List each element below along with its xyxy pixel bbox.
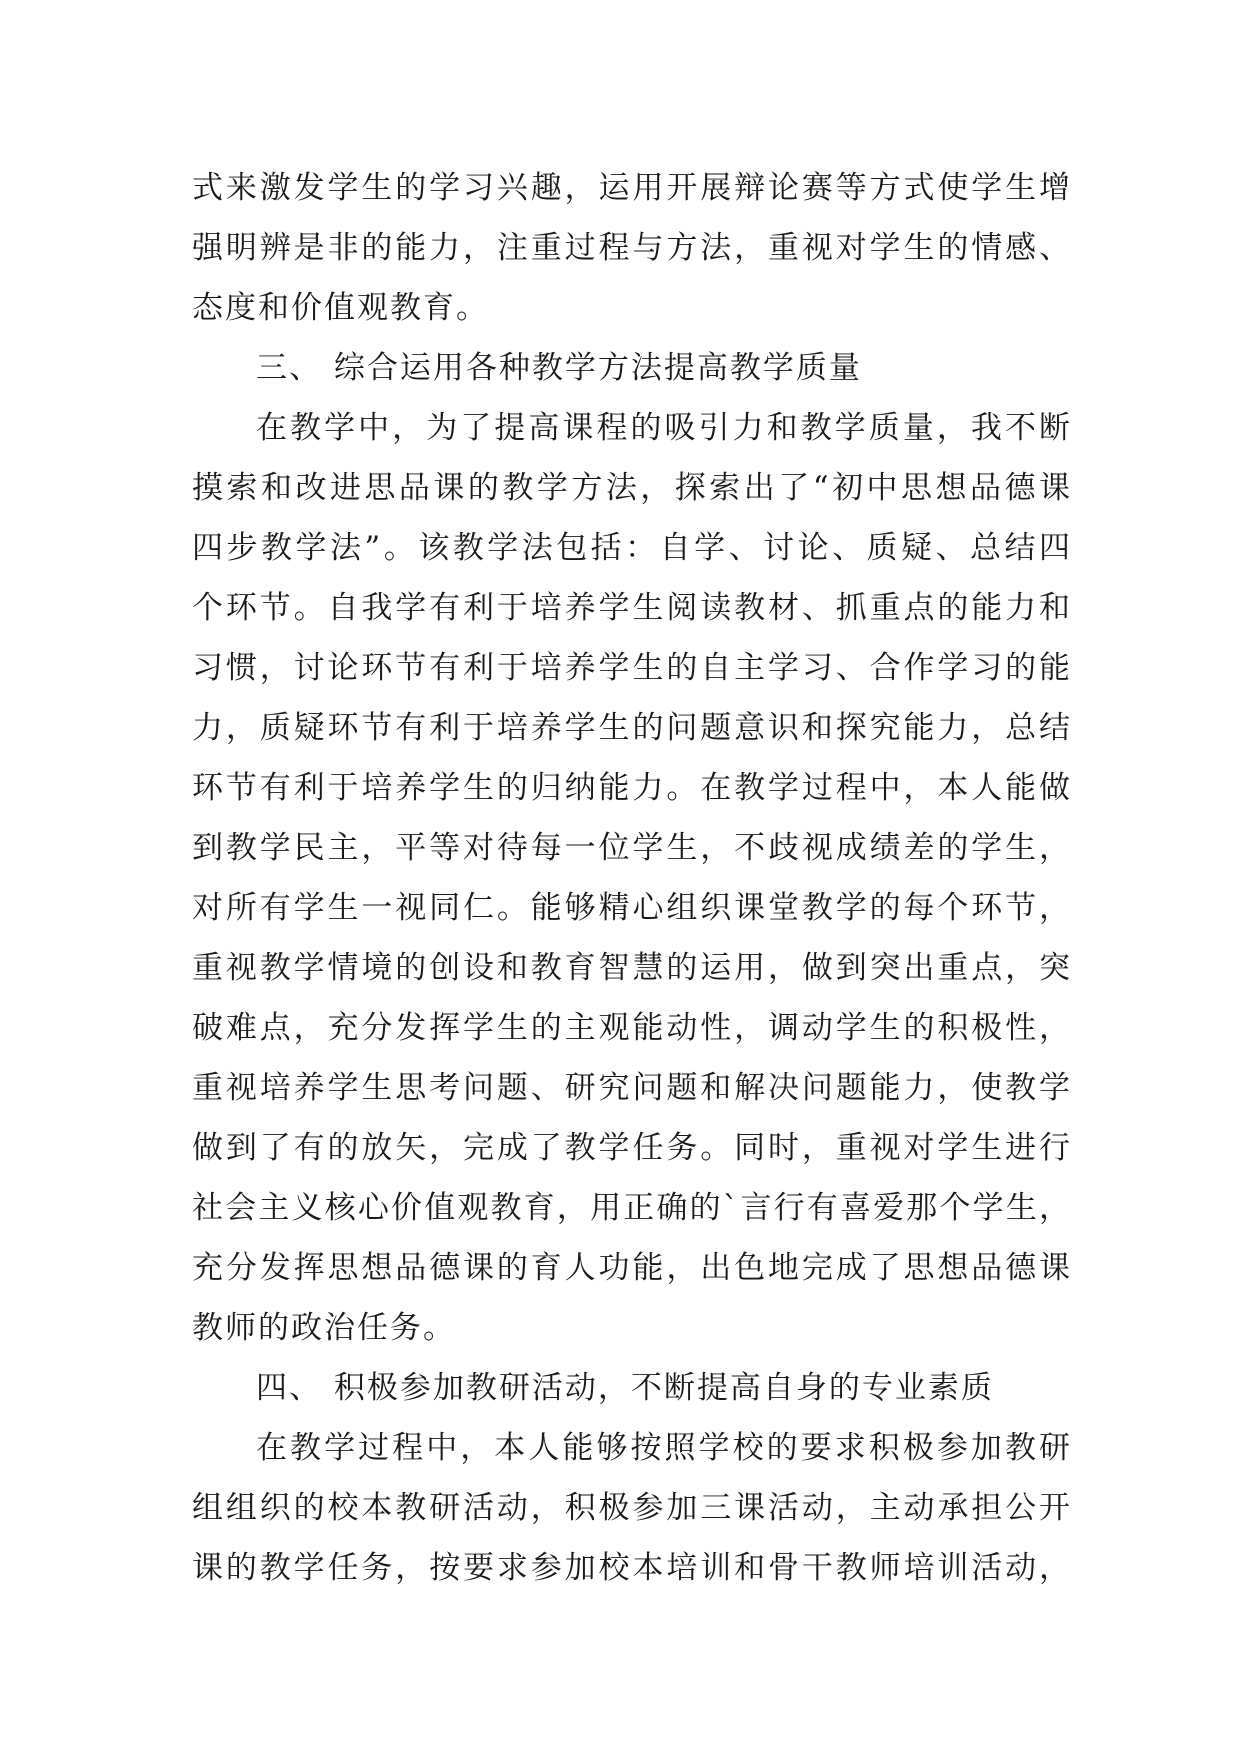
body-text-line: 课的教学任务，按要求参加校本培训和骨干教师培训活动， [192,1550,1072,1586]
body-text-line: 对所有学生一视同仁。能够精心组织课堂教学的每个环节， [192,890,1072,926]
body-text-line: 强明辨是非的能力，注重过程与方法，重视对学生的情感、 [192,230,1072,266]
body-text-line: 充分发挥思想品德课的育人功能，出色地完成了思想品德课 [192,1250,1072,1286]
section-heading-3: 三、 综合运用各种教学方法提高教学质量 [256,350,862,386]
body-text-line: 式来激发学生的学习兴趣，运用开展辩论赛等方式使学生增 [192,170,1072,206]
body-text-line: 重视教学情境的创设和教育智慧的运用，做到突出重点，突 [192,950,1072,986]
body-text-line: 四步教学法”。该教学法包括：自学、讨论、质疑、总结四 [192,530,1072,566]
body-text-line: 环节有利于培养学生的归纳能力。在教学过程中，本人能做 [192,770,1072,806]
body-text-line: 习惯，讨论环节有利于培养学生的自主学习、合作学习的能 [192,650,1072,686]
body-text-line: 做到了有的放矢，完成了教学任务。同时，重视对学生进行 [192,1130,1072,1166]
body-text-line: 社会主义核心价值观教育，用正确的`言行有喜爱那个学生， [192,1190,1072,1226]
section-heading-4: 四、 积极参加教研活动，不断提高自身的专业素质 [256,1370,994,1406]
body-text-line: 力，质疑环节有利于培养学生的问题意识和探究能力，总结 [192,710,1072,746]
body-text-line: 破难点，充分发挥学生的主观能动性，调动学生的积极性， [192,1010,1072,1046]
body-text-line: 在教学过程中，本人能够按照学校的要求积极参加教研 [256,1430,1072,1466]
body-text-line: 组组织的校本教研活动，积极参加三课活动，主动承担公开 [192,1490,1072,1526]
body-text-line: 态度和价值观教育。 [192,290,489,326]
body-text-line: 在教学中，为了提高课程的吸引力和教学质量，我不断 [256,410,1072,446]
body-text-line: 重视培养学生思考问题、研究问题和解决问题能力，使教学 [192,1070,1072,1106]
body-text-line: 到教学民主，平等对待每一位学生，不歧视成绩差的学生， [192,830,1072,866]
body-text-line: 摸索和改进思品课的教学方法，探索出了“初中思想品德课 [192,470,1072,506]
body-text-line: 教师的政治任务。 [192,1310,456,1346]
body-text-line: 个环节。自我学有利于培养学生阅读教材、抓重点的能力和 [192,590,1072,626]
